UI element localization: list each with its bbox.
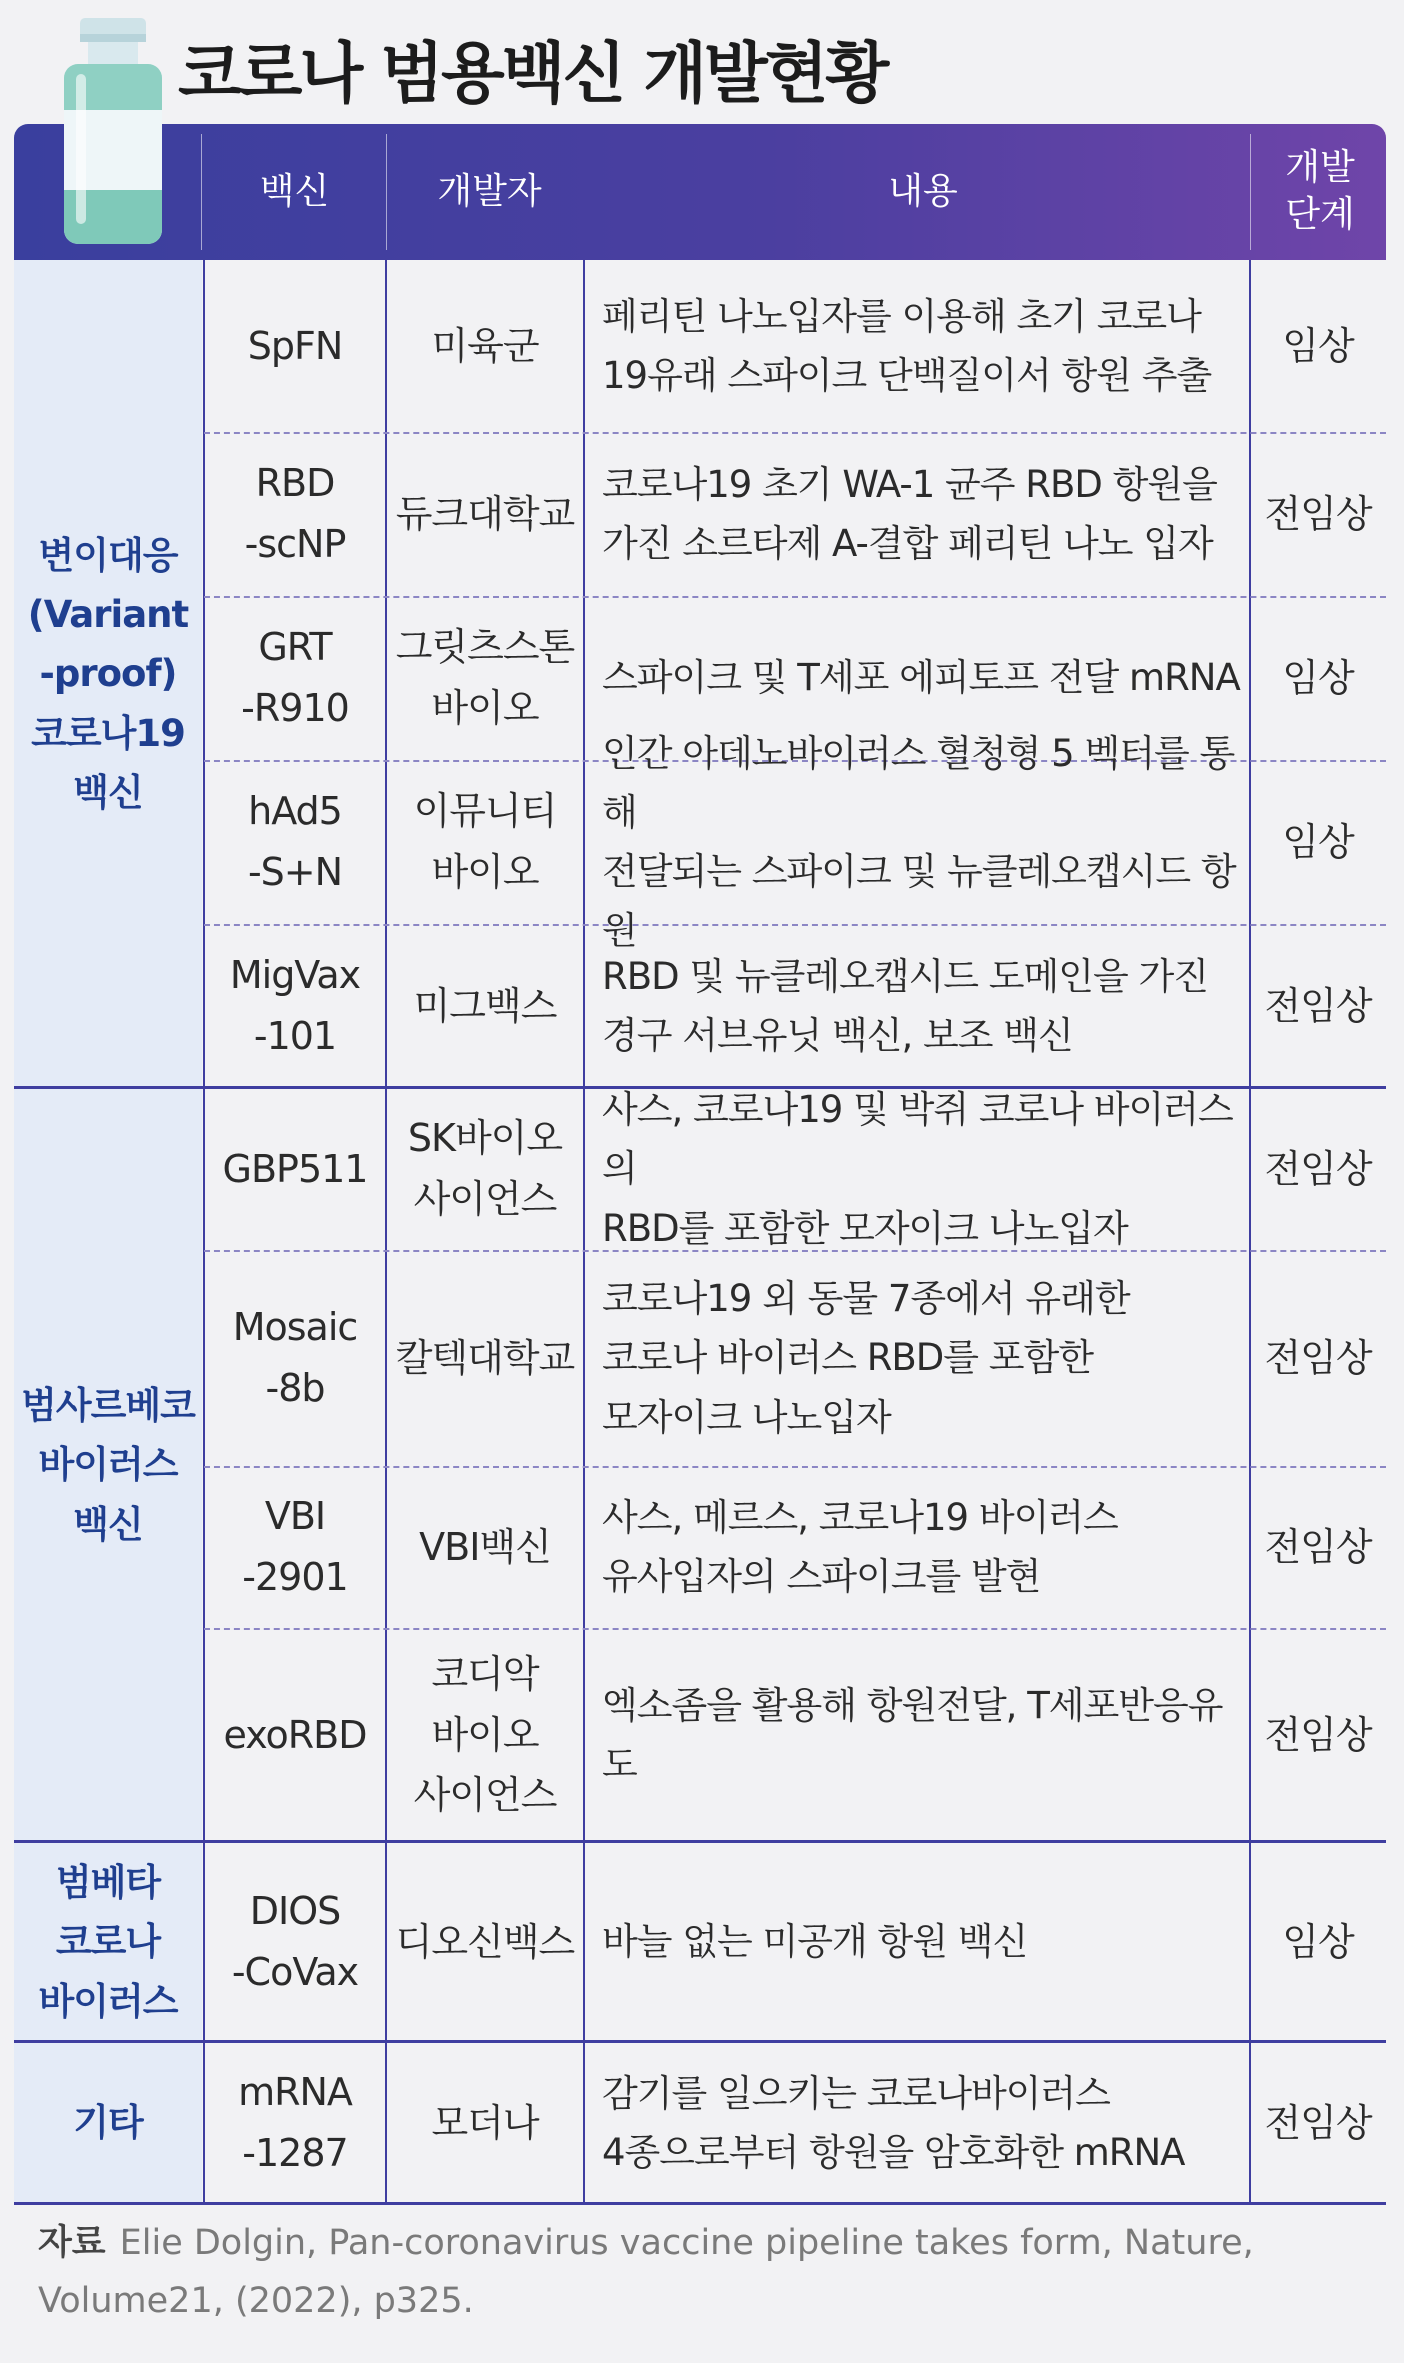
cell-content: 코로나19 외 동물 7종에서 유래한 코로나 바이러스 RBD를 포함한 모자이크 나노입자 — [602, 1277, 1130, 1439]
cell-vaccine: GBP511 — [222, 1146, 368, 1191]
cell-stage: 전임상 — [1264, 983, 1372, 1028]
cell-content: 감기를 일으키는 코로나바이러스 4종으로부터 항원을 암호화한 mRNA — [602, 2071, 1185, 2174]
cell-developer: 칼텍대학교 — [395, 1335, 575, 1380]
vaccine-vial-icon — [58, 18, 168, 248]
cell-content: 엑소좀을 활용해 항원전달, T세포반응유도 — [602, 1683, 1223, 1786]
header-content: 내용 — [888, 170, 958, 212]
cell-stage: 임상 — [1282, 1919, 1354, 1964]
cell-stage: 임상 — [1282, 819, 1354, 864]
cell-vaccine: RBD -scNP — [244, 461, 346, 566]
cell-developer: 모더나 — [431, 2100, 539, 2145]
page-title: 코로나 범용백신 개발현황 — [178, 35, 887, 112]
cell-stage: 전임상 — [1264, 1524, 1372, 1569]
header-developer: 개발자 — [437, 170, 542, 212]
category-label: 범사르베코 바이러스 백신 — [21, 1384, 195, 1546]
cell-developer: 디오신백스 — [395, 1919, 575, 1964]
source-label: 자료 — [38, 2223, 106, 2263]
category-label: 변이대응 (Variant -proof) 코로나19 백신 — [27, 534, 189, 814]
cell-vaccine: hAd5 -S+N — [247, 789, 343, 894]
cell-developer: 미그백스 — [413, 983, 557, 1028]
cell-stage: 임상 — [1282, 323, 1354, 368]
cell-content: 사스, 코로나19 및 박쥐 코로나 바이러스의 RBD를 포함한 모자이크 나노입자 — [602, 1088, 1233, 1250]
cell-vaccine: GRT -R910 — [241, 625, 349, 730]
cell-stage: 전임상 — [1264, 1146, 1372, 1191]
cell-vaccine: exoRBD — [223, 1712, 367, 1757]
category-label: 범베타 코로나 바이러스 — [38, 1861, 178, 2023]
cell-content: 사스, 메르스, 코로나19 바이러스 유사입자의 스파이크를 발현 — [602, 1495, 1118, 1598]
cell-content: 코로나19 초기 WA-1 균주 RBD 항원을 가진 소르타제 A-결합 페리틴 나노 입자 — [602, 462, 1217, 565]
cell-content: 바늘 없는 미공개 항원 백신 — [602, 1920, 1028, 1964]
cell-developer: 그릿츠스톤 바이오 — [395, 625, 575, 730]
cell-vaccine: Mosaic -8b — [232, 1305, 358, 1410]
cell-developer: VBI백신 — [419, 1524, 551, 1569]
cell-vaccine: VBI -2901 — [242, 1494, 348, 1599]
cell-vaccine: DIOS -CoVax — [231, 1889, 359, 1994]
cell-content: RBD 및 뉴클레오캡시드 도메인을 가진 경구 서브유닛 백신, 보조 백신 — [602, 954, 1209, 1057]
cell-developer: 듀크대학교 — [395, 491, 575, 536]
cell-stage: 전임상 — [1264, 1712, 1372, 1757]
cell-stage: 전임상 — [1264, 2100, 1372, 2145]
header-stage: 개발 단계 — [1285, 147, 1355, 235]
cell-stage: 전임상 — [1264, 491, 1372, 536]
cell-stage: 전임상 — [1264, 1335, 1372, 1380]
cell-content: 페리틴 나노입자를 이용해 초기 코로나 19유래 스파이크 단백질이서 항원 추출 — [602, 294, 1212, 397]
table-header — [14, 124, 1386, 260]
source-text: Elie Dolgin, Pan-coronavirus vaccine pipeline takes form, Nature, Volume21, (2022), p325. — [38, 2223, 1254, 2321]
cell-developer: SK바이오 사이언스 — [407, 1116, 563, 1221]
cell-developer: 이뮤니티 바이오 — [413, 789, 557, 894]
cell-vaccine: mRNA -1287 — [238, 2070, 352, 2175]
cell-vaccine: MigVax -101 — [229, 953, 361, 1058]
header-vaccine: 백신 — [259, 170, 330, 212]
cell-developer: 코디악 바이오 사이언스 — [413, 1651, 557, 1818]
cell-developer: 미육군 — [431, 323, 539, 368]
cell-vaccine: SpFN — [247, 323, 343, 368]
cell-content: 스파이크 및 T세포 에피토프 전달 mRNA — [602, 656, 1240, 700]
cell-stage: 임상 — [1282, 655, 1354, 700]
cell-content: 인간 아데노바이러스 혈청형 5 벡터를 통해 전달되는 스파이크 및 뉴클레오캡시드 항원 — [602, 731, 1236, 953]
source-note — [38, 2215, 1378, 2331]
category-label: 기타 — [73, 2101, 143, 2145]
